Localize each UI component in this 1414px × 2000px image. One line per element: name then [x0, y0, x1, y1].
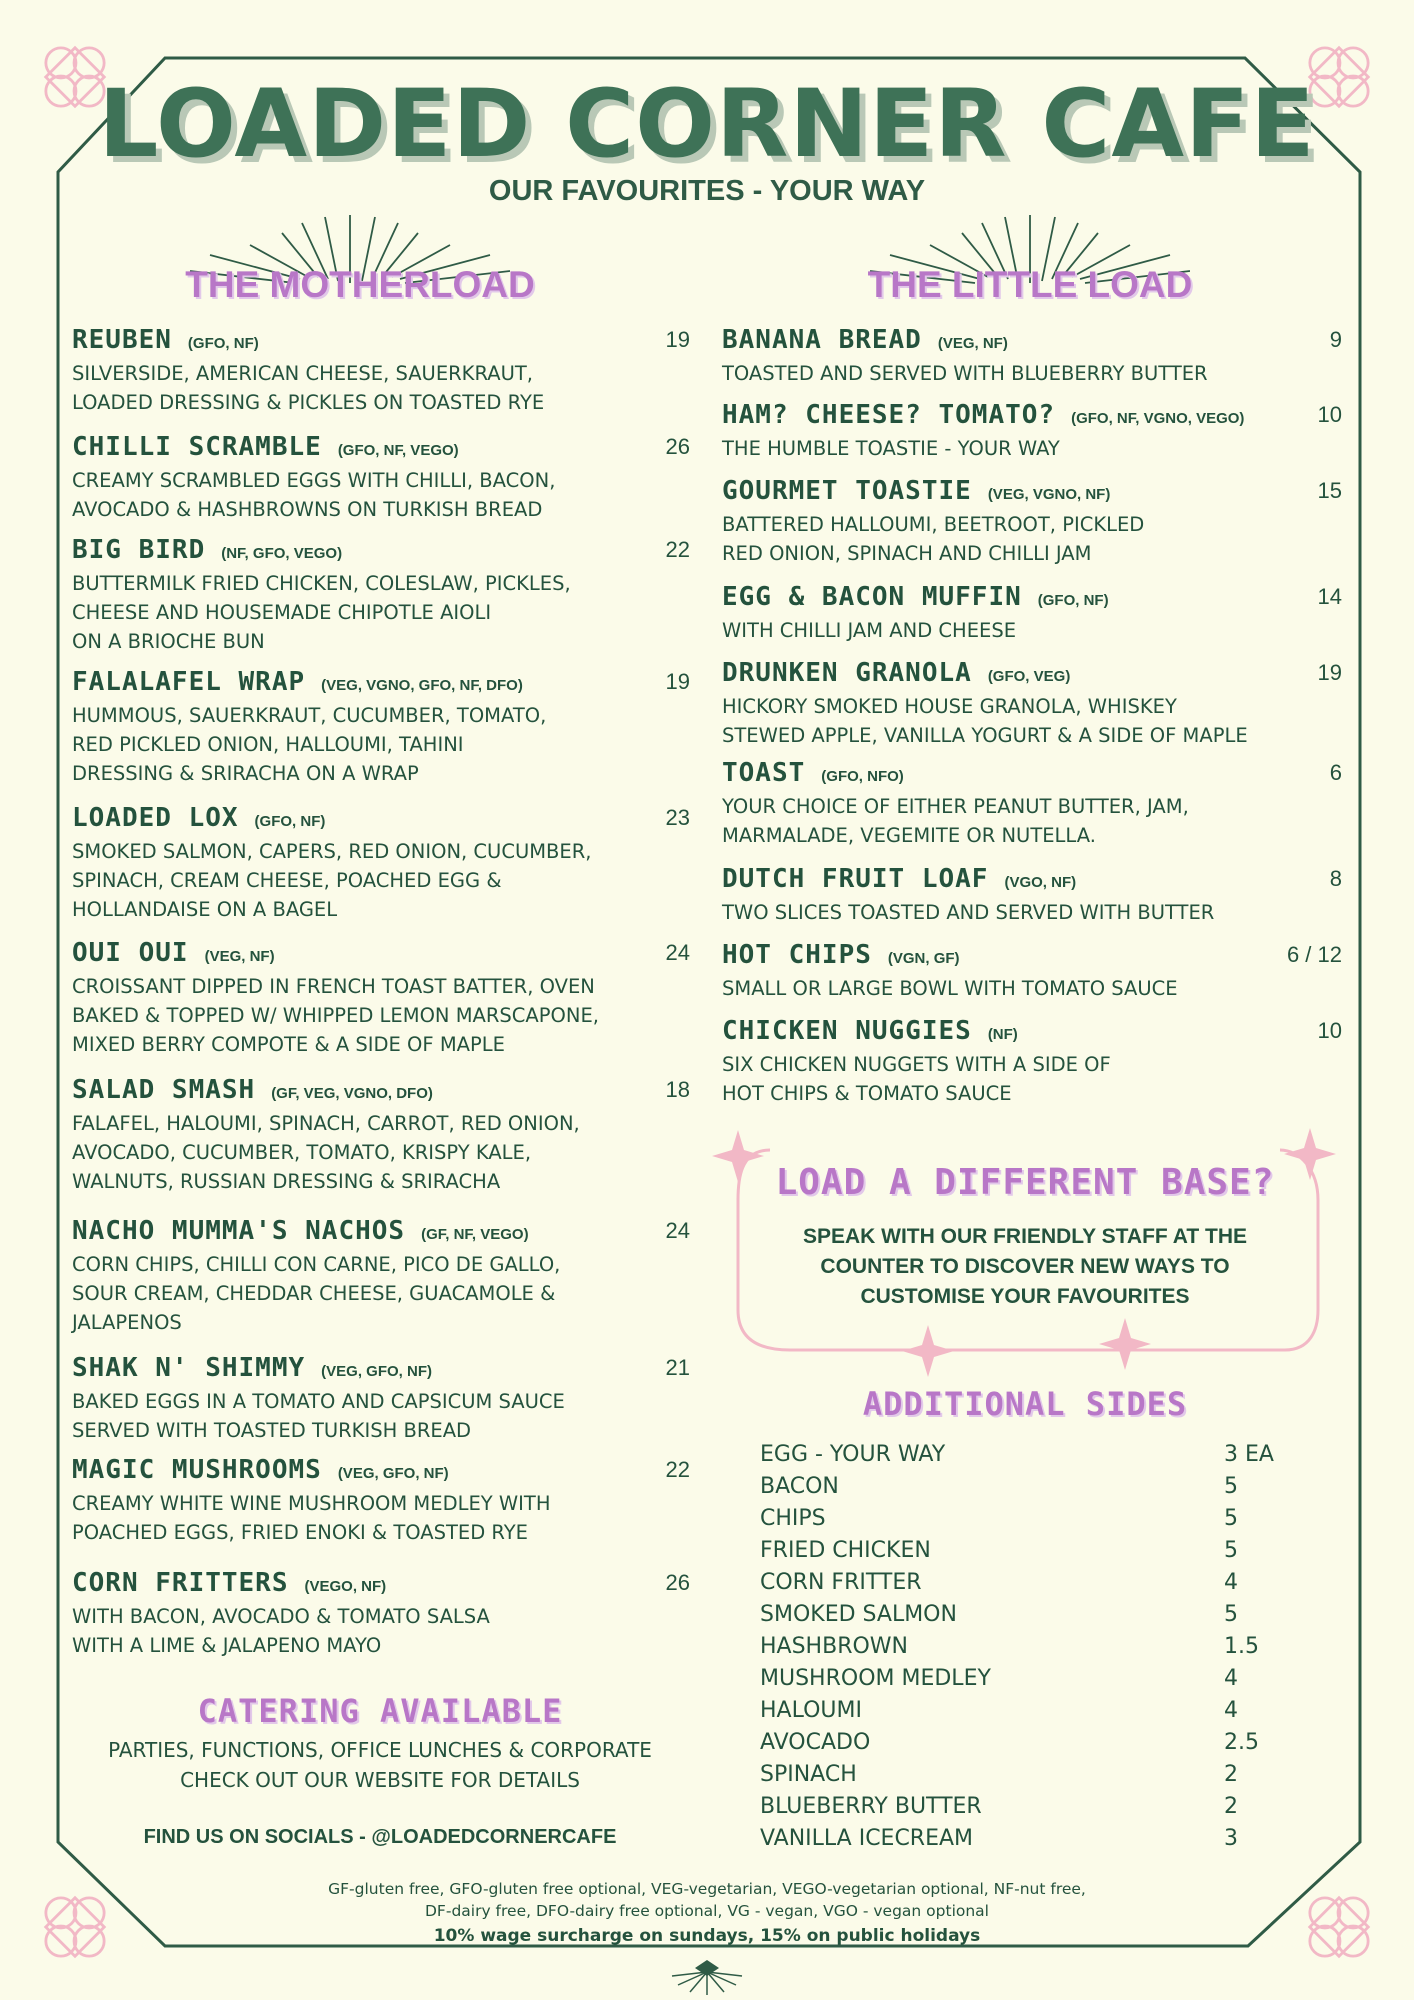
item-price: 19 [665, 669, 690, 694]
side-name: HASHBROWN [760, 1634, 909, 1659]
item-description: TOASTED AND SERVED WITH BLUEBERRY BUTTER [722, 362, 1208, 385]
side-name: SPINACH [760, 1762, 857, 1787]
side-item [760, 1698, 1300, 1730]
menu-item [72, 535, 710, 656]
item-dietary-tags: (GFO, NF) [254, 813, 326, 830]
side-item [760, 1762, 1300, 1794]
menu-item [72, 325, 710, 417]
item-price: 24 [665, 1218, 690, 1243]
item-dietary-tags: (VEG, GFO, NF) [321, 1363, 432, 1380]
side-price: 3 [1224, 1826, 1238, 1851]
item-dietary-tags: (VGO, NF) [1004, 874, 1077, 891]
menu-item [72, 432, 710, 524]
item-name: HAM? CHEESE? TOMATO? [722, 400, 1056, 430]
item-price: 9 [1329, 327, 1342, 352]
menu-item [72, 1216, 710, 1337]
side-item [760, 1794, 1300, 1826]
item-description: CORN CHIPS, CHILLI CON CARNE, PICO DE GALLO, SOUR CREAM, CHEDDAR CHEESE, GUACAMOLE & JALAPENOS [72, 1253, 561, 1334]
menu-item [722, 400, 1362, 463]
cafe-subtitle: OUR FAVOURITES - YOUR WAY [488, 175, 926, 207]
item-name: SHAK N' SHIMMY [72, 1353, 306, 1383]
item-dietary-tags: (GF, VEG, VGNO, DFO) [271, 1085, 433, 1102]
item-name: DUTCH FRUIT LOAF [722, 864, 989, 894]
item-name: DRUNKEN GRANOLA [722, 658, 972, 688]
item-description: CREAMY WHITE WINE MUSHROOM MEDLEY WITH POACHED EGGS, FRIED ENOKI & TOASTED RYE [72, 1492, 551, 1544]
item-price: 18 [665, 1077, 690, 1102]
side-name: FRIED CHICKEN [760, 1538, 931, 1563]
side-name: AVOCADO [760, 1730, 871, 1755]
item-price: 23 [665, 805, 690, 830]
side-item [760, 1506, 1300, 1538]
item-price: 26 [665, 434, 690, 459]
side-name: MUSHROOM MEDLEY [760, 1666, 991, 1691]
side-price: 5 [1224, 1602, 1238, 1627]
item-description: FALAFEL, HALOUMI, SPINACH, CARROT, RED ONION, AVOCADO, CUCUMBER, TOMATO, KRISPY KALE, WALNUTS, RUSSIAN DRESSING & SRIRACHA [72, 1112, 580, 1193]
item-dietary-tags: (VEGO, NF) [304, 1578, 387, 1595]
item-name: MAGIC MUSHROOMS [72, 1455, 322, 1485]
menu-item [722, 1016, 1362, 1108]
side-price: 4 [1224, 1666, 1238, 1691]
side-name: EGG - YOUR WAY [760, 1442, 946, 1467]
menu-item [722, 940, 1362, 1003]
item-price: 19 [665, 327, 690, 352]
side-item [760, 1666, 1300, 1698]
menu-item [72, 938, 710, 1059]
item-name: NACHO MUMMA'S NACHOS [72, 1216, 406, 1246]
item-name: SALAD SMASH [72, 1075, 256, 1105]
item-name: EGG & BACON MUFFIN [722, 582, 1022, 612]
item-price: 19 [1317, 660, 1342, 685]
item-price: 21 [665, 1355, 690, 1380]
item-description: SIX CHICKEN NUGGETS WITH A SIDE OF HOT CHIPS & TOMATO SAUCE [722, 1053, 1111, 1105]
side-price: 1.5 [1224, 1634, 1259, 1659]
item-description: SMOKED SALMON, CAPERS, RED ONION, CUCUMBER, SPINACH, CREAM CHEESE, POACHED EGG & HOLLANDAISE ON A BAGEL [72, 840, 592, 921]
item-description: THE HUMBLE TOASTIE - YOUR WAY [722, 437, 1060, 460]
littleload-heading: THE LITTLE LOAD [867, 264, 1193, 305]
item-description: WITH CHILLI JAM AND CHEESE [722, 619, 1017, 642]
menu-item [72, 1568, 710, 1660]
menu-item [722, 864, 1362, 927]
cafe-title: LOADED CORNER CAFE [98, 70, 1316, 179]
item-name: CORN FRITTERS [72, 1568, 289, 1598]
side-price: 2 [1224, 1794, 1238, 1819]
item-name: CHILLI SCRAMBLE [72, 432, 322, 462]
item-price: 22 [665, 537, 690, 562]
item-price: 10 [1317, 1018, 1342, 1043]
side-item [760, 1730, 1300, 1762]
item-description: HUMMOUS, SAUERKRAUT, CUCUMBER, TOMATO, RED PICKLED ONION, HALLOUMI, TAHINI DRESSING & SRIRACHA ON A WRAP [72, 704, 547, 785]
side-name: BLUEBERRY BUTTER [760, 1794, 982, 1819]
item-dietary-tags: (GFO, NF) [1037, 592, 1109, 609]
item-description: YOUR CHOICE OF EITHER PEANUT BUTTER, JAM, MARMALADE, VEGEMITE OR NUTELLA. [722, 795, 1189, 847]
side-name: CHIPS [760, 1506, 826, 1531]
menu-item [72, 1075, 710, 1196]
catering-text: PARTIES, FUNCTIONS, OFFICE LUNCHES & CORPORATE CHECK OUT OUR WEBSITE FOR DETAILS [108, 1738, 652, 1792]
item-description: BUTTERMILK FRIED CHICKEN, COLESLAW, PICKLES, CHEESE AND HOUSEMADE CHIPOTLE AIOLI ON A BRIOCHE BUN [72, 572, 571, 653]
side-price: 4 [1224, 1570, 1238, 1595]
side-name: BACON [760, 1474, 839, 1499]
side-price: 5 [1224, 1506, 1238, 1531]
menu-item [722, 476, 1362, 568]
item-name: LOADED LOX [72, 803, 239, 833]
item-dietary-tags: (VEG, NF) [204, 948, 275, 965]
corner-ornament-icon [28, 1880, 122, 1974]
side-item [760, 1442, 1300, 1474]
item-price: 24 [665, 940, 690, 965]
menu-item [722, 325, 1362, 388]
item-dietary-tags: (VEG, VGNO, GFO, NF, DFO) [321, 677, 523, 694]
side-item [760, 1826, 1300, 1858]
item-name: HOT CHIPS [722, 940, 872, 970]
item-dietary-tags: (GFO, NF) [187, 335, 259, 352]
item-description: CREAMY SCRAMBLED EGGS WITH CHILLI, BACON, AVOCADO & HASHBROWNS ON TURKISH BREAD [72, 469, 556, 521]
catering-title: CATERING AVAILABLE [197, 1692, 563, 1730]
item-price: 8 [1329, 866, 1342, 891]
item-dietary-tags: (NF) [987, 1026, 1018, 1043]
menu-item [722, 658, 1362, 750]
dietary-legend: GF-gluten free, GFO-gluten free optional, VEG-vegetarian, VEGO-vegetarian optional, NF-nut free, DF-dairy free, DFO-dairy free optional, VG - vegan, VGO - vegan optional [328, 1880, 1086, 1920]
item-dietary-tags: (VGN, GF) [887, 950, 960, 967]
item-name: TOAST [722, 758, 806, 788]
item-description: SILVERSIDE, AMERICAN CHEESE, SAUERKRAUT, LOADED DRESSING & PICKLES ON TOASTED RYE [72, 362, 545, 414]
side-price: 2 [1224, 1762, 1238, 1787]
side-price: 3 EA [1224, 1442, 1274, 1467]
item-dietary-tags: (GFO, NF, VGNO, VEGO) [1071, 410, 1245, 427]
item-price: 22 [665, 1457, 690, 1482]
item-description: BAKED EGGS IN A TOMATO AND CAPSICUM SAUCE SERVED WITH TOASTED TURKISH BREAD [72, 1390, 565, 1442]
item-description: WITH BACON, AVOCADO & TOMATO SALSA WITH A LIME & JALAPENO MAYO [72, 1605, 490, 1657]
socials-handle: FIND US ON SOCIALS - @LOADEDCORNERCAFE [143, 1826, 617, 1848]
side-price: 5 [1224, 1474, 1238, 1499]
side-item [760, 1570, 1300, 1602]
item-name: REUBEN [72, 325, 172, 355]
item-price: 15 [1317, 478, 1342, 503]
corner-ornament-icon [1292, 1880, 1386, 1974]
side-price: 2.5 [1224, 1730, 1259, 1755]
item-description: TWO SLICES TOASTED AND SERVED WITH BUTTER [722, 901, 1215, 924]
item-price: 6 / 12 [1286, 942, 1342, 967]
menu-item [722, 582, 1362, 645]
item-name: BIG BIRD [72, 535, 206, 565]
side-item [760, 1634, 1300, 1666]
item-dietary-tags: (VEG, VGNO, NF) [987, 486, 1111, 503]
side-price: 5 [1224, 1538, 1238, 1563]
item-price: 6 [1329, 760, 1342, 785]
item-name: BANANA BREAD [722, 325, 922, 355]
side-name: HALOUMI [760, 1698, 862, 1723]
motherload-heading: THE MOTHERLOAD [185, 264, 535, 305]
item-description: CROISSANT DIPPED IN FRENCH TOAST BATTER, OVEN BAKED & TOPPED W/ WHIPPED LEMON MARSCAPONE, MIXED BERRY COMPOTE & A SIDE OF MAPLE [72, 975, 599, 1056]
side-name: CORN FRITTER [760, 1570, 922, 1595]
different-base-text: SPEAK WITH OUR FRIENDLY STAFF AT THE COUNTER TO DISCOVER NEW WAYS TO CUSTOMISE YOUR FAVOURITES [802, 1225, 1248, 1308]
item-dietary-tags: (GF, NF, VEGO) [421, 1226, 529, 1243]
item-description: HICKORY SMOKED HOUSE GRANOLA, WHISKEY STEWED APPLE, VANILLA YOGURT & A SIDE OF MAPLE [722, 695, 1248, 747]
side-item [760, 1474, 1300, 1506]
item-price: 10 [1317, 402, 1342, 427]
item-description: BATTERED HALLOUMI, BEETROOT, PICKLED RED ONION, SPINACH AND CHILLI JAM [722, 513, 1145, 565]
menu-item [72, 803, 710, 924]
menu-item [72, 1353, 710, 1445]
item-price: 26 [665, 1570, 690, 1595]
menu-item [72, 1455, 710, 1547]
menu-item [72, 667, 710, 788]
item-dietary-tags: (GFO, NF, VEGO) [337, 442, 459, 459]
item-dietary-tags: (NF, GFO, VEGO) [221, 545, 343, 562]
item-dietary-tags: (GFO, NFO) [821, 768, 904, 785]
item-name: CHICKEN NUGGIES [722, 1016, 972, 1046]
item-price: 14 [1317, 584, 1342, 609]
item-dietary-tags: (VEG, GFO, NF) [337, 1465, 449, 1482]
side-name: VANILLA ICECREAM [760, 1826, 974, 1851]
additional-sides-heading: ADDITIONAL SIDES [862, 1385, 1188, 1423]
item-description: SMALL OR LARGE BOWL WITH TOMATO SAUCE [722, 977, 1178, 1000]
side-price: 4 [1224, 1698, 1238, 1723]
item-name: GOURMET TOASTIE [722, 476, 972, 506]
different-base-title: LOAD A DIFFERENT BASE? [775, 1162, 1275, 1203]
menu-item [722, 758, 1362, 850]
side-item [760, 1538, 1300, 1570]
item-name: OUI OUI [72, 938, 189, 968]
item-name: FALALAFEL WRAP [72, 667, 306, 697]
item-dietary-tags: (VEG, NF) [937, 335, 1008, 352]
side-item [760, 1602, 1300, 1634]
surcharge-note: 10% wage surcharge on sundays, 15% on public holidays [433, 1926, 981, 1946]
item-dietary-tags: (GFO, VEG) [987, 668, 1071, 685]
side-name: SMOKED SALMON [760, 1602, 957, 1627]
